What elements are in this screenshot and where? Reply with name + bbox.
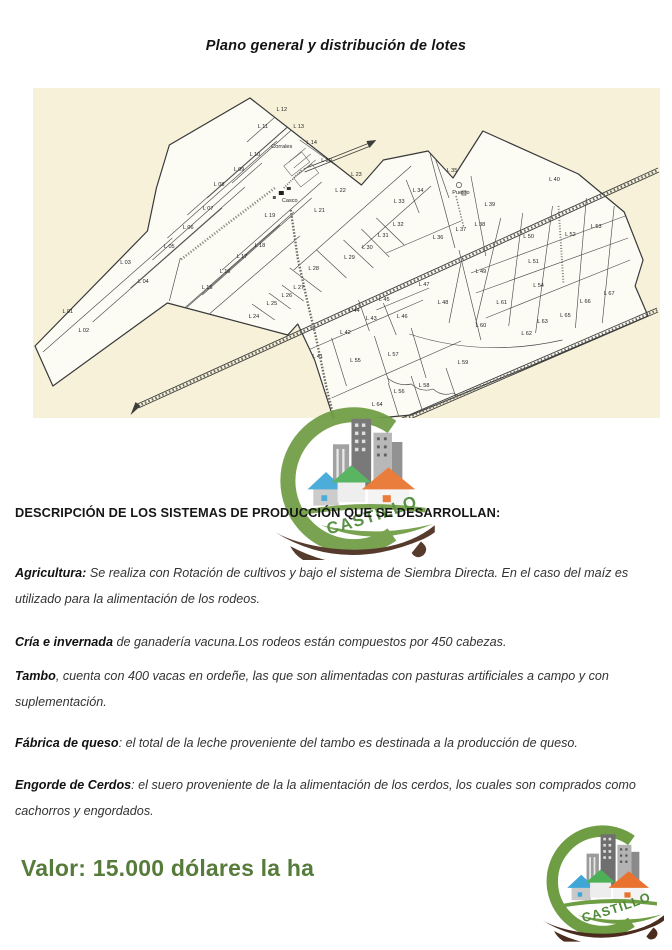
paragraph-text: : el total de la leche proveniente del tambo es destinada a la producción de queso. <box>118 735 578 750</box>
lot-label: L 36 <box>432 234 444 242</box>
lot-label: Corrales <box>271 143 293 151</box>
lot-label: L 21 <box>314 207 325 215</box>
lot-label: L 47 <box>418 281 430 289</box>
paragraph-lead: Agricultura: <box>15 565 87 580</box>
paragraph-cria-invernada <box>15 629 657 655</box>
lot-label: L 16 <box>219 268 231 276</box>
lot-label: L 51 <box>528 258 539 266</box>
lot-label: L 61 <box>496 299 508 307</box>
lot-label: L 35 <box>446 167 458 175</box>
lot-label: L 13 <box>293 123 305 131</box>
lot-label: L 18 <box>254 242 266 250</box>
lot-label: L 64 <box>372 401 383 409</box>
lot-label: L 52 <box>565 231 576 239</box>
paragraph-text: , cuenta con 400 vacas en ordeñe, las que son alimentadas con pasturas artificiales a campo y con suplementación. <box>15 668 609 709</box>
lot-label: L 08 <box>213 181 225 189</box>
lot-label: L 11 <box>257 123 269 131</box>
lot-label: L 57 <box>387 351 399 359</box>
lot-label: L 46 <box>396 313 408 321</box>
paragraph-lead: Engorde de Cerdos <box>15 777 132 792</box>
lot-label: L 24 <box>248 313 260 321</box>
page-title: Plano general y distribución de lotes <box>205 38 467 54</box>
lot-label: L 10 <box>249 151 261 159</box>
lot-label: L 66 <box>580 298 591 306</box>
paragraph-text: : el suero proveniente de la la alimentación de los cerdos, los cuales son comprados como cachorros y engordados. <box>15 777 636 818</box>
lot-label: L 62 <box>521 330 532 338</box>
lot-label: L 34 <box>412 187 424 195</box>
lot-label: L 49 <box>475 268 487 276</box>
lot-label: L 17 <box>236 253 248 261</box>
lot-label: L 03 <box>120 259 131 267</box>
paragraph-agricultura <box>15 560 657 612</box>
lot-label: L 15 <box>201 284 213 292</box>
lot-label: L 12 <box>276 106 288 114</box>
lot-label: L 40 <box>549 176 560 184</box>
paragraph-lead: Cría e invernada <box>15 634 113 649</box>
lot-label: L 43 <box>366 315 377 323</box>
lot-label: L 56 <box>393 388 405 396</box>
lot-label: L 01 <box>62 308 74 316</box>
paragraph-fabrica-queso <box>15 730 657 756</box>
lot-label: L 20 <box>321 157 332 165</box>
lot-label: L 29 <box>344 254 355 262</box>
lot-label: L 28 <box>308 265 319 273</box>
lot-label: Puesto <box>452 189 470 197</box>
lot-label: L 45 <box>379 296 390 304</box>
lot-label: L 53 <box>590 223 602 231</box>
lot-label: L 06 <box>182 224 194 232</box>
lot-label: L 07 <box>202 205 214 213</box>
lot-label: L 48 <box>437 299 449 307</box>
paragraph-tambo <box>15 663 657 715</box>
price-line: Valor: 15.000 dólares la ha <box>21 855 315 881</box>
lot-label: L 27 <box>293 284 305 292</box>
lot-label: L 38 <box>474 221 486 229</box>
lot-label: L 19 <box>264 212 276 220</box>
lot-label: L 67 <box>603 290 615 298</box>
lot-label: L 31 <box>378 232 389 240</box>
lot-label: L 54 <box>533 282 544 290</box>
paragraph-text: de ganadería vacuna.Los rodeos están compuestos por 450 cabezas. <box>113 634 507 649</box>
lot-label: L 04 <box>138 278 149 286</box>
lot-label: L 59 <box>457 359 469 367</box>
lot-label: L 65 <box>560 312 571 320</box>
lot-label: L 44 <box>349 307 360 315</box>
lot-label: L 41 <box>312 353 323 361</box>
paragraph-lead: Fábrica de queso <box>15 735 119 750</box>
lot-label: L 26 <box>281 292 293 300</box>
lot-label: L 39 <box>484 201 496 209</box>
paragraph-text: Se realiza con Rotación de cultivos y bajo el sistema de Siembra Directa. En el caso del maíz es utilizado para la alimentación de los rodeos. <box>15 565 629 606</box>
lot-label: L 09 <box>233 166 245 174</box>
lot-label: L 22 <box>335 187 346 195</box>
lot-label: L 02 <box>78 327 90 335</box>
paragraph-lead: Tambo <box>15 668 56 683</box>
section-heading: DESCRIPCIÓN DE LOS SISTEMAS DE PRODUCCIÓN QUE SE DESARROLLAN: <box>15 505 501 520</box>
lot-label: L 58 <box>418 382 430 390</box>
lot-label: L 50 <box>523 233 534 241</box>
lot-label: L 37 <box>455 226 467 234</box>
lot-label: Casco <box>281 197 298 205</box>
lot-label: L 55 <box>350 357 361 365</box>
castillo-logo-bottom <box>532 810 664 950</box>
lot-label: L 05 <box>164 243 175 251</box>
lot-label: L 63 <box>537 318 548 326</box>
lot-label: L 30 <box>362 244 373 252</box>
lot-label: L 33 <box>393 198 405 206</box>
lot-label: L 60 <box>475 322 487 330</box>
lot-label: L 32 <box>392 221 404 229</box>
lot-label: L 14 <box>306 139 317 147</box>
lot-label: L 23 <box>351 171 362 179</box>
lot-label: L 42 <box>340 329 351 337</box>
lot-label: L 25 <box>266 300 278 308</box>
